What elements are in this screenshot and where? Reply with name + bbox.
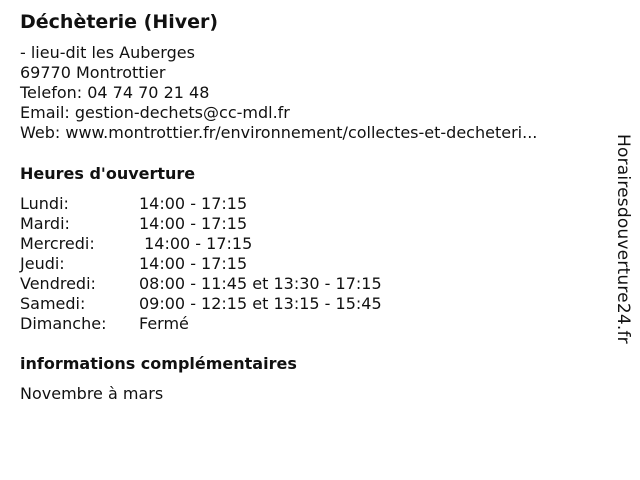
day-label: Dimanche: [20,314,107,333]
time-value: 14:00 - 17:15 [139,214,248,233]
address-line: - lieu-dit les Auberges [20,43,195,62]
day-label: Vendredi: [20,274,96,293]
hours-row-dimanche [20,314,382,334]
info-text: Novembre à mars [20,384,164,403]
page-title: Déchèterie (Hiver) [20,11,219,33]
time-value: 14:00 - 17:15 [139,194,248,213]
time-value: 08:00 - 11:45 et 13:30 - 17:15 [139,274,382,293]
time-value: Fermé [139,314,189,333]
hours-heading: Heures d'ouverture [20,164,196,183]
time-value: 09:00 - 12:15 et 13:15 - 15:45 [139,294,382,313]
day-label: Jeudi: [20,254,65,273]
day-label: Lundi: [20,194,69,213]
hours-row-samedi [20,294,382,314]
day-label: Samedi: [20,294,86,313]
site-watermark: Horairesdouverture24.fr [613,134,633,344]
hours-table [20,194,382,334]
time-value: 14:00 - 17:15 [139,254,248,273]
info-heading: informations complémentaires [20,354,297,373]
day-label: Mardi: [20,214,70,233]
phone-line: Telefon: 04 74 70 21 48 [20,83,210,102]
hours-row-vendredi [20,274,382,294]
postal-city: 69770 Montrottier [20,63,166,82]
email-line: Email: gestion-dechets@cc-mdl.fr [20,103,290,122]
hours-row-lundi [20,194,382,214]
hours-row-jeudi [20,254,382,274]
time-value: 14:00 - 17:15 [139,234,253,253]
hours-row-mercredi [20,234,382,254]
web-line: Web: www.montrottier.fr/environnement/collectes-et-decheteri... [20,123,538,142]
address-block [20,43,537,143]
day-label: Mercredi: [20,234,95,253]
hours-row-mardi [20,214,382,234]
